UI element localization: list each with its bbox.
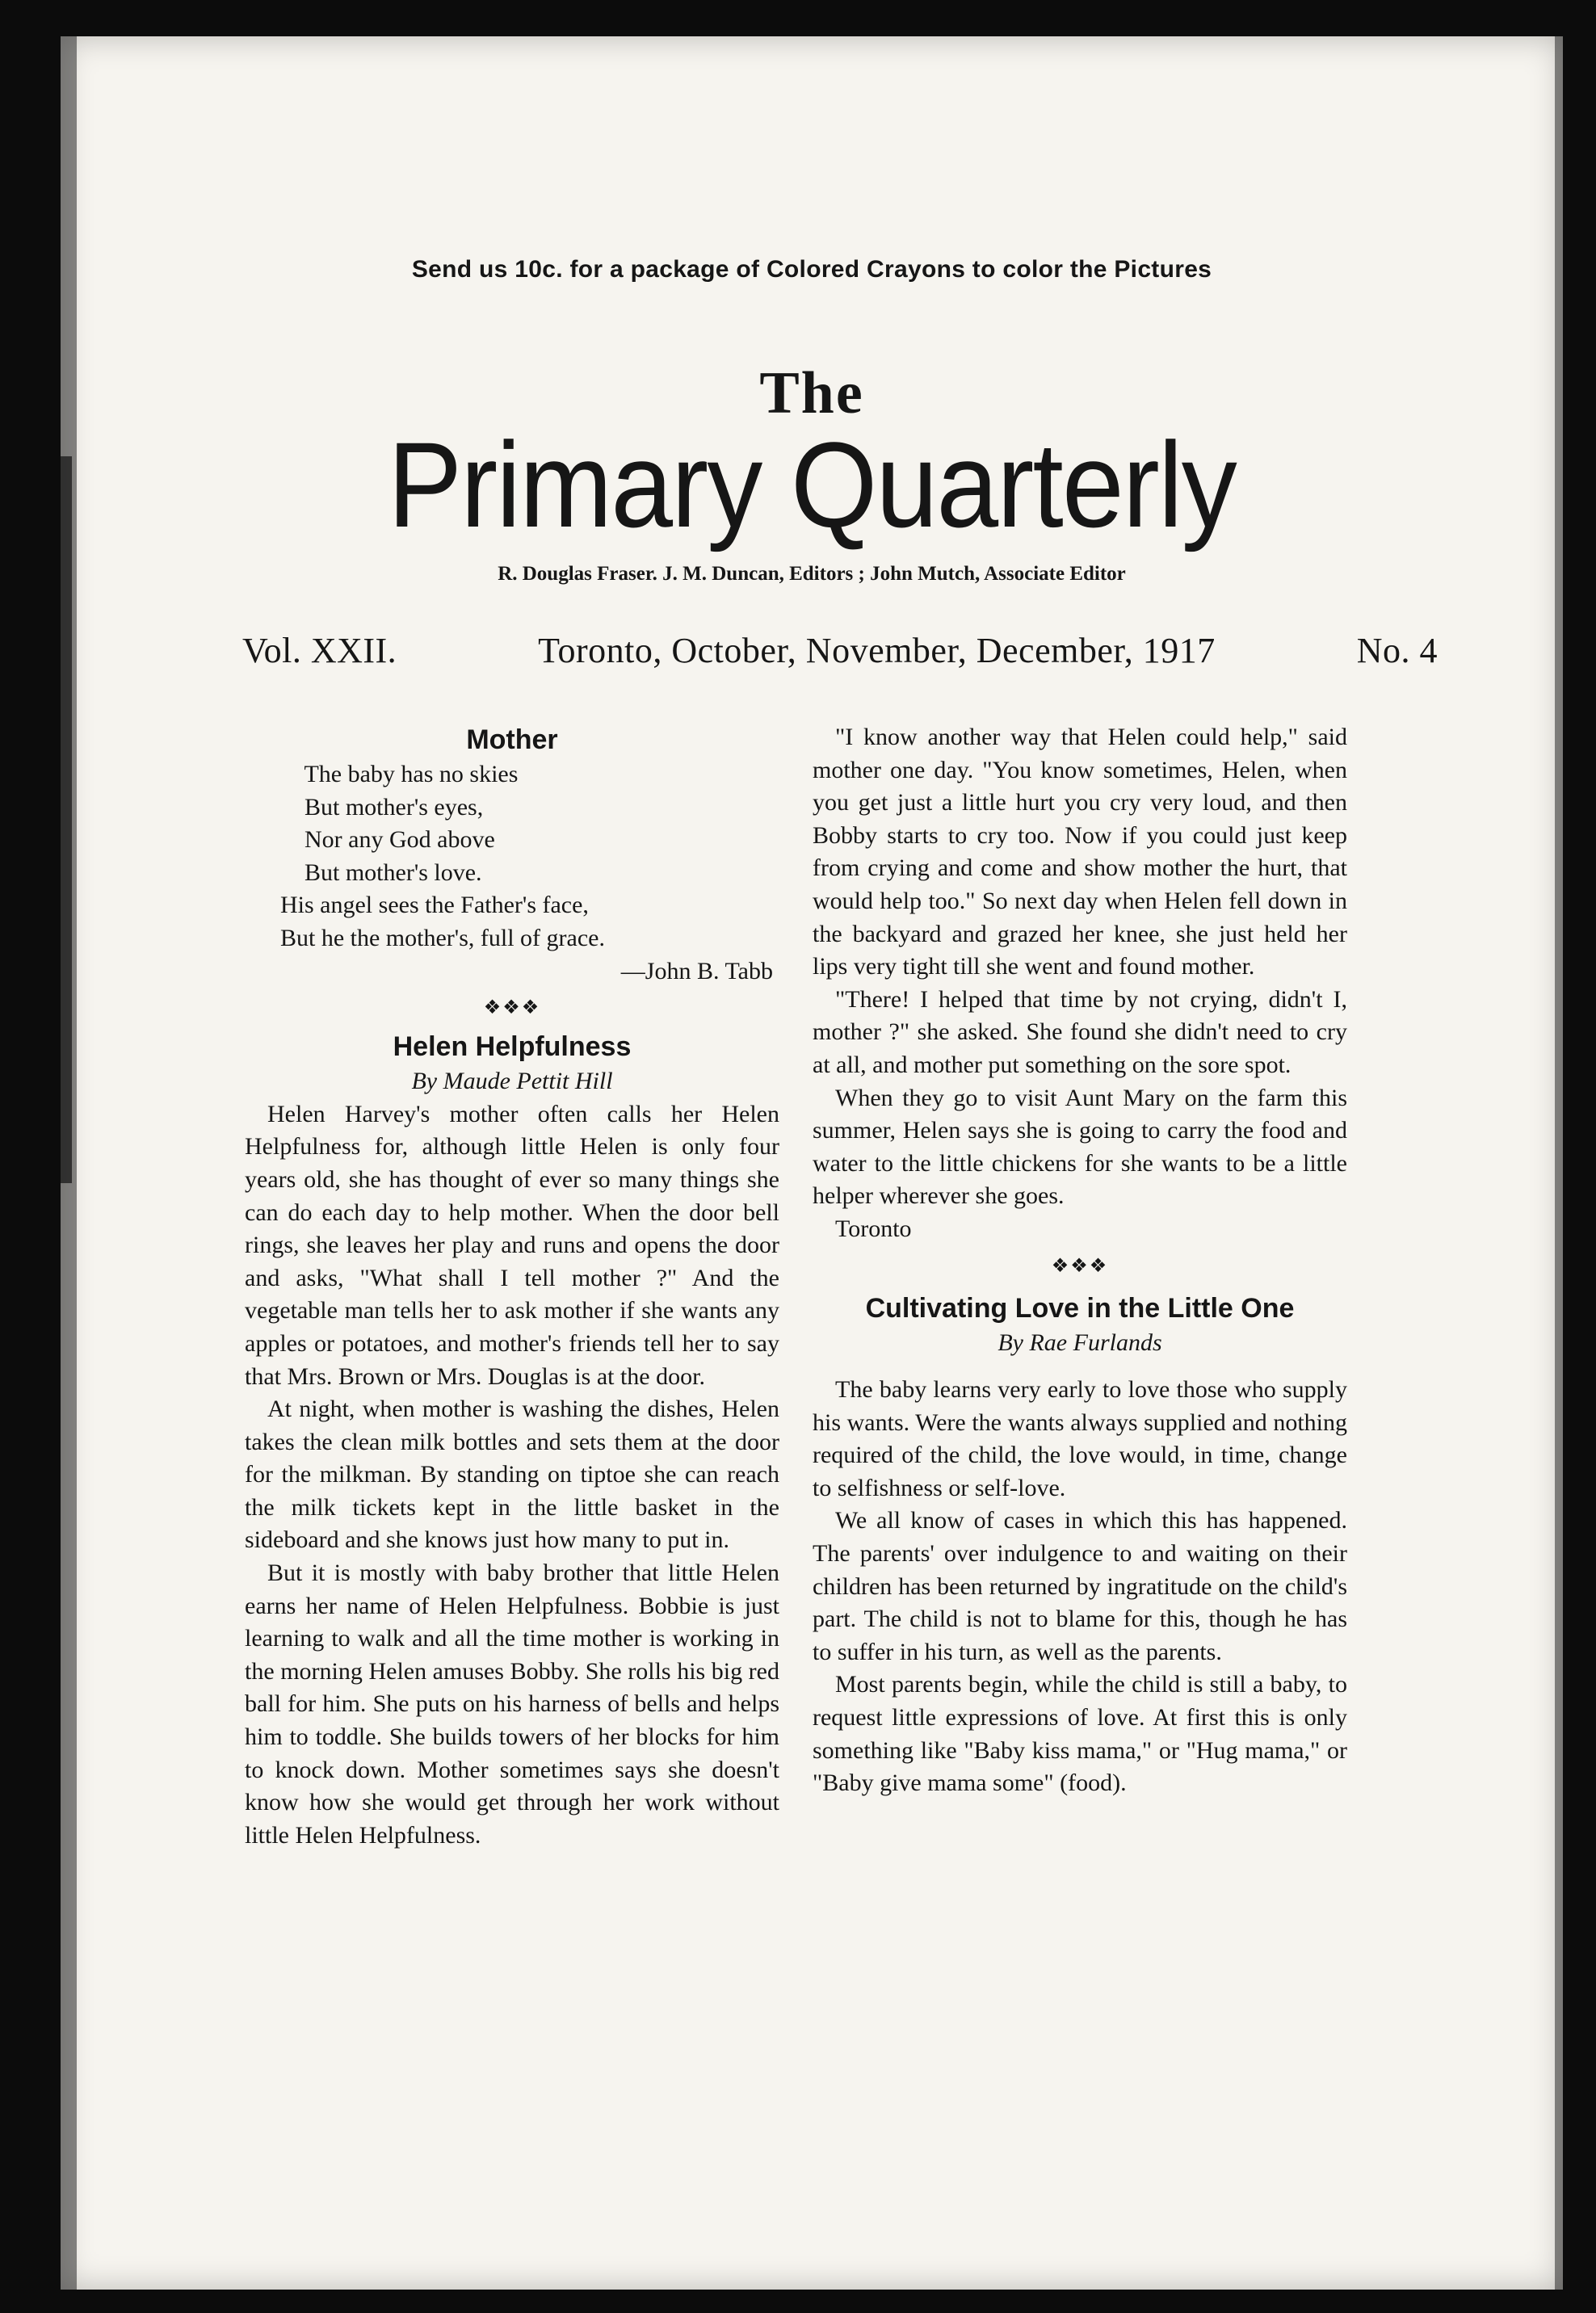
article-paragraph: Most parents begin, while the child is still a baby, to request little expressions of love. At first this is only something like "Baby kiss mama," or "Hug mama," or "Baby give mama some" (food).	[813, 1671, 1347, 1797]
poem-line: Nor any God above	[280, 826, 495, 854]
article-location: Toronto	[835, 1215, 912, 1242]
left-column	[245, 721, 779, 1852]
article-paragraph: The baby learns very early to love those who supply his wants. Were the wants always supplied and nothing required of the child, the love would, in time, change to selfishness or self-love.	[813, 1376, 1347, 1501]
poem-line: But mother's love.	[280, 858, 482, 886]
article-title: Cultivating Love in the Little One	[865, 1292, 1295, 1324]
poem-title: Mother	[466, 724, 558, 755]
scanned-page	[61, 36, 1563, 2290]
section-ornament: ❖❖❖	[483, 997, 541, 1019]
article-byline: By Maude Pettit Hill	[411, 1068, 613, 1095]
poem-line: But mother's eyes,	[280, 793, 484, 821]
article-paragraph: "There! I helped that time by not crying, didn't I, mother ?" she asked. She found she didn't need to cry at all, and mother put something on the sore spot.	[813, 985, 1347, 1078]
article-paragraph: "I know another way that Helen could help," said mother one day. "You know sometimes, Helen, when you get just a little hurt you cry very loud, and then Bobby starts to cry too. Now if you could just keep from crying and come and show mother the hurt, that would help too." So next day when Helen fell down in the backyard and grazed her knee, she just held her lips very tight till she went and found mother.	[813, 724, 1347, 980]
issue-place-date: Toronto, October, November, December, 1917	[538, 631, 1216, 670]
poem-line: His angel sees the Father's face,	[280, 892, 589, 919]
poem-author: —John B. Tabb	[620, 957, 773, 984]
right-column	[813, 721, 1347, 1800]
poem-line: The baby has no skies	[280, 761, 519, 787]
article-paragraph: Helen Harvey's mother often calls her Helen Helpfulness for, although little Helen is only four years old, she has thought of ever so many things she can do each day to help mother. When the door bell rings, she leaves her play and runs and opens the door and asks, "What shall I tell mother ?" And the vegetable man tells her to ask mother if she wants any apples or potatoes, and mother's friends tell her to say that Mrs. Brown or Mrs. Douglas is at the door.	[245, 1100, 779, 1390]
issue-line	[242, 630, 1438, 671]
article-byline: By Rae Furlands	[998, 1329, 1162, 1356]
article-title: Helen Helpfulness	[393, 1031, 632, 1063]
poem-line: But he the mother's, full of grace.	[280, 924, 605, 951]
masthead-the: The	[759, 360, 864, 426]
article-paragraph: We all know of cases in which this has happened. The parents' over indulgence to and waiting on their children has been returned by ingratitude on the child's part. The child is not to blame for this, though he has to suffer in his turn, as well as the parents.	[813, 1507, 1347, 1665]
article-paragraph: When they go to visit Aunt Mary on the farm this summer, Helen says she is going to carry the food and water to the little chickens for she wants to be a little helper wherever she goes.	[813, 1084, 1347, 1210]
masthead-title: Primary Quarterly	[388, 417, 1236, 552]
section-ornament: ❖❖❖	[1051, 1255, 1109, 1277]
article-paragraph: But it is mostly with baby brother that little Helen earns her name of Helen Helpfulness. Bobbie is just learning to walk and all the time mother is working in the morning Helen amuses Bobby. She rolls his big red ball for him. She puts on his harness of bells and helps him to toddle. She builds towers of her blocks for him to knock down. Mother sometimes says she doesn't know how she would get through her work without little Helen Helpfulness.	[245, 1559, 779, 1849]
volume-number: Vol. XXII.	[242, 631, 397, 670]
issue-number: No. 4	[1356, 631, 1438, 670]
crayon-advertisement: Send us 10c. for a package of Colored Crayons to color the Pictures	[411, 256, 1212, 283]
article-paragraph: At night, when mother is washing the dishes, Helen takes the clean milk bottles and sets them at the door for the milkman. By standing on tiptoe she can reach the milk tickets kept in the little basket in the sideboard and she knows just how many to put in.	[245, 1396, 779, 1554]
editors-line: R. Douglas Fraser. J. M. Duncan, Editors ; John Mutch, Associate Editor	[498, 563, 1126, 585]
poem-body	[245, 758, 779, 955]
